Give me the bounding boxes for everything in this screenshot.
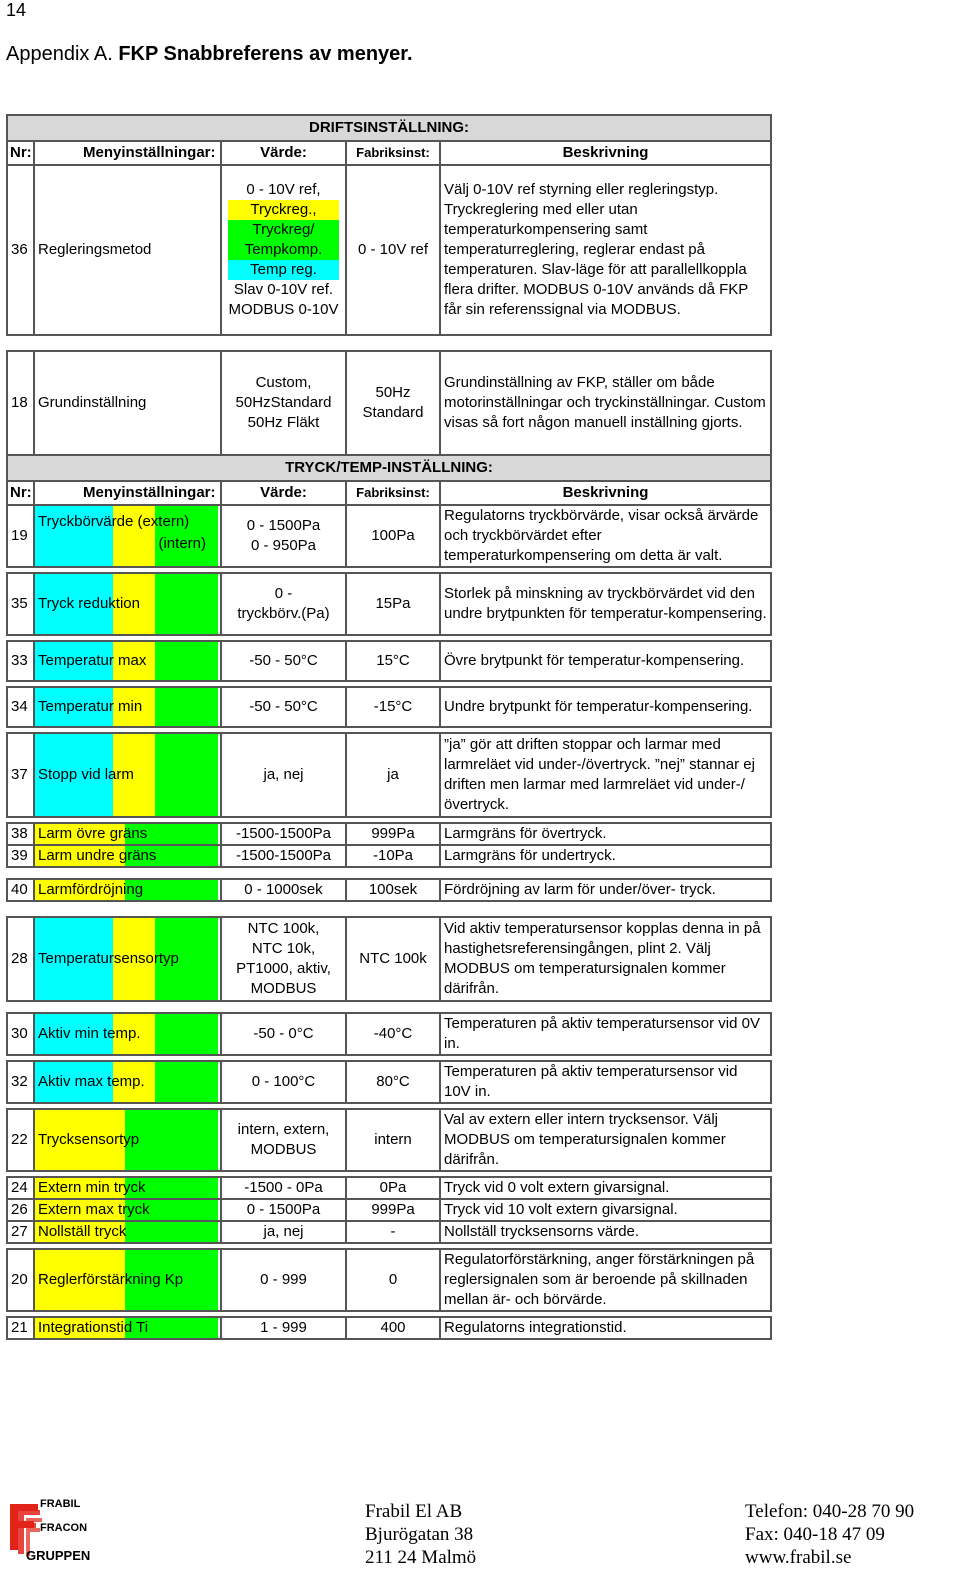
- table-row: [7, 1249, 771, 1311]
- value-line: 0 - 1500Pa: [246, 1201, 321, 1218]
- row-values: [221, 1317, 346, 1339]
- row-name: Trycksensortyp: [38, 1131, 140, 1148]
- color-band: [155, 734, 218, 816]
- row-gap: [7, 1001, 771, 1013]
- row-name-cell: [34, 917, 221, 1001]
- table-row: [7, 1061, 771, 1103]
- row-nr: 38: [7, 823, 34, 845]
- value-line: NTC 10k,: [251, 940, 316, 957]
- row-name-cell: [34, 1177, 221, 1199]
- row-desc: Temperaturen på aktiv temperatursensor vid 10V in.: [440, 1061, 771, 1103]
- value-option: Slav 0-10V ref.: [233, 281, 334, 298]
- col-value: Värde:: [221, 141, 346, 165]
- section-title: TRYCK/TEMP-INSTÄLLNING:: [7, 455, 771, 481]
- row-name: Temperatur min: [38, 698, 143, 715]
- value-line: intern, extern,: [237, 1121, 330, 1138]
- value-line: -50 - 50°C: [249, 698, 318, 715]
- color-band: [155, 1062, 218, 1102]
- table-row: [7, 1199, 771, 1221]
- row-name: Aktiv max temp.: [38, 1073, 145, 1090]
- row-desc: Regulatorns integrationstid.: [440, 1317, 771, 1339]
- value-line: 0 - 999: [260, 1271, 307, 1288]
- row-desc: Regulatorförstärkning, anger förstärkningen på reglersignalen som är beroende på skillnaden mellan är- och börvärde.: [440, 1249, 771, 1311]
- col-menu: Menyinställningar:: [34, 481, 221, 505]
- row-name-cell: [34, 1013, 221, 1055]
- value-line: 0 - 100°C: [251, 1073, 316, 1090]
- row-values: [221, 573, 346, 635]
- value-line: -1500 - 0Pa: [244, 1179, 323, 1196]
- row-desc: Temperaturen på aktiv temperatursensor vid 0V in.: [440, 1013, 771, 1055]
- row-desc: Storlek på minskning av tryckbörvärdet vid den undre brytpunkten för temperatur-kompensering.: [440, 573, 771, 635]
- row-desc: Tryck vid 10 volt extern givarsignal.: [440, 1199, 771, 1221]
- value-line: -50 - 0°C: [253, 1025, 314, 1042]
- color-band: [155, 574, 218, 634]
- row-values: [221, 1249, 346, 1311]
- value-line: MODBUS: [250, 1141, 317, 1158]
- section-title: DRIFTSINSTÄLLNING:: [7, 115, 771, 141]
- value-line: -50 - 50°C: [249, 652, 318, 669]
- row-values: [221, 351, 346, 455]
- value-line: NTC 100k,: [247, 920, 320, 937]
- logo-line: GRUPPEN: [26, 1548, 91, 1563]
- table-row: [7, 917, 771, 1001]
- col-menu: Menyinställningar:: [34, 141, 221, 165]
- row-name: Larm undre gräns: [38, 847, 157, 864]
- row-nr: 20: [7, 1249, 34, 1311]
- company-name: Frabil El AB: [365, 1501, 463, 1522]
- row-factory: 0Pa: [346, 1177, 440, 1199]
- row-desc: Grundinställning av FKP, ställer om både motorinställningar och tryckinställningar. Custom visas så fort någon manuell inställning gjorts.: [440, 351, 771, 455]
- row-name: Grundinställning: [34, 351, 221, 455]
- logo-line: FRABIL: [40, 1498, 81, 1510]
- company-phone: Telefon: 040-28 70 90: [745, 1501, 915, 1522]
- value-option: 0 - 10V ref,: [246, 181, 321, 198]
- row-values: [221, 641, 346, 681]
- row-factory: -10Pa: [346, 845, 440, 867]
- row-desc: Larmgräns för undertryck.: [440, 845, 771, 867]
- heading-prefix: Appendix A.: [6, 43, 119, 65]
- row-factory: 999Pa: [346, 1199, 440, 1221]
- value-line: 1 - 999: [260, 1319, 307, 1336]
- row-nr: 33: [7, 641, 34, 681]
- row-name: Extern min tryck: [38, 1179, 146, 1196]
- frabil-logo: [6, 1496, 116, 1586]
- value-option: Tempkomp.: [228, 240, 339, 260]
- value-line: ja, nej: [263, 766, 304, 783]
- row-values: [221, 1013, 346, 1055]
- row-factory: 80°C: [346, 1061, 440, 1103]
- row-name: Tryck reduktion: [38, 595, 140, 612]
- value-option: 50Hz Fläkt: [247, 414, 320, 431]
- row-desc: Regulatorns tryckbörvärde, visar också ärvärde och tryckbörvärdet efter temperaturkompensering om detta är valt.: [440, 505, 771, 567]
- row-gap: [7, 867, 771, 879]
- row-name-cell: [34, 879, 221, 901]
- table-row: [7, 823, 771, 845]
- table-row: [7, 1177, 771, 1199]
- row-name: Tryckbörvärde (extern): [38, 513, 190, 530]
- row-values: [221, 165, 346, 335]
- row-name: Larmfördröjning: [38, 881, 144, 898]
- row-values: [221, 733, 346, 817]
- row-factory: 0: [346, 1249, 440, 1311]
- row-name-cell: [34, 1199, 221, 1221]
- row-name: Nollställ tryck: [38, 1223, 127, 1240]
- row-name-cell: [34, 687, 221, 727]
- value-option: Custom,: [255, 374, 312, 391]
- color-band: [155, 642, 218, 680]
- company-contact: [745, 1500, 914, 1569]
- pressure-temp-table: [6, 454, 772, 1340]
- row-nr: 39: [7, 845, 34, 867]
- row-name: Stopp vid larm: [38, 766, 134, 783]
- row-factory: 15°C: [346, 641, 440, 681]
- row-nr: 28: [7, 917, 34, 1001]
- row-desc: Välj 0-10V ref styrning eller regleringstyp. Tryckreglering med eller utan temperaturkompensering samt temperaturreglering, reglerar endast på temperaturen. Slav-läge för att parallellkoppla flera drifter. MODBUS 0-10V används då FKP får sin referenssignal via MODBUS.: [440, 165, 771, 335]
- row-factory: 0 - 10V ref: [346, 165, 440, 335]
- table-row: [7, 641, 771, 681]
- row-name: Larm övre gräns: [38, 825, 148, 842]
- value-line: ja, nej: [263, 1223, 304, 1240]
- row-name-cell: [34, 1109, 221, 1171]
- row-nr: 24: [7, 1177, 34, 1199]
- table-row: [7, 1221, 771, 1243]
- row-desc: Undre brytpunkt för temperatur-kompensering.: [440, 687, 771, 727]
- company-address: [365, 1500, 476, 1569]
- col-value: Värde:: [221, 481, 346, 505]
- row-nr: 40: [7, 879, 34, 901]
- col-desc: Beskrivning: [440, 141, 771, 165]
- value-option: 50HzStandard: [235, 394, 332, 411]
- row-name-cell: [34, 733, 221, 817]
- row-nr: 19: [7, 505, 34, 567]
- row-name-cell: [34, 573, 221, 635]
- row-factory: [346, 351, 440, 455]
- col-factory: Fabriksinst:: [346, 481, 440, 505]
- value-line: tryckbörv.(Pa): [237, 605, 330, 622]
- row-factory: 15Pa: [346, 573, 440, 635]
- logo-line: FRACON: [40, 1522, 88, 1534]
- table-row: [7, 845, 771, 867]
- row-name: Extern max tryck: [38, 1201, 150, 1218]
- factory-line: Standard: [362, 404, 424, 421]
- row-factory: 100Pa: [346, 505, 440, 567]
- row-values: [221, 1109, 346, 1171]
- value-option: Tryckreg/: [228, 220, 339, 240]
- row-nr: 37: [7, 733, 34, 817]
- table-row: [7, 879, 771, 901]
- row-values: [221, 845, 346, 867]
- value-line: 0 - 950Pa: [250, 537, 317, 554]
- company-street: Bjurögatan 38: [365, 1524, 474, 1545]
- color-band: [155, 688, 218, 726]
- row-values: [221, 823, 346, 845]
- table-row: [7, 351, 771, 455]
- col-desc: Beskrivning: [440, 481, 771, 505]
- row-values: [221, 917, 346, 1001]
- drift-settings-table: [6, 114, 772, 456]
- row-name-cell: [34, 641, 221, 681]
- row-name-cell: [34, 823, 221, 845]
- row-factory: -15°C: [346, 687, 440, 727]
- table-row: [7, 1109, 771, 1171]
- row-name-cell: [34, 1317, 221, 1339]
- row-factory: -40°C: [346, 1013, 440, 1055]
- row-factory: 999Pa: [346, 823, 440, 845]
- row-name: Regleringsmetod: [34, 165, 221, 335]
- row-desc: Övre brytpunkt för temperatur-kompensering.: [440, 641, 771, 681]
- row-factory: 100sek: [346, 879, 440, 901]
- row-nr: 26: [7, 1199, 34, 1221]
- row-values: [221, 1061, 346, 1103]
- row-factory: -: [346, 1221, 440, 1243]
- value-option: Temp reg.: [228, 260, 339, 280]
- value-line: -1500-1500Pa: [235, 825, 332, 842]
- value-line: 0 - 1000sek: [244, 881, 323, 898]
- factory-line: 50Hz: [375, 384, 411, 401]
- color-band: [125, 1222, 218, 1242]
- table-row: [7, 573, 771, 635]
- row-desc: Larmgräns för övertryck.: [440, 823, 771, 845]
- row-desc: Tryck vid 0 volt extern givarsignal.: [440, 1177, 771, 1199]
- row-name: Reglerförstärkning Kp: [38, 1271, 184, 1288]
- row-name: Integrationstid Ti: [38, 1319, 149, 1336]
- table-row: [7, 1013, 771, 1055]
- row-nr: 21: [7, 1317, 34, 1339]
- row-name: Temperatur max: [38, 652, 147, 669]
- row-nr: 30: [7, 1013, 34, 1055]
- row-nr: 34: [7, 687, 34, 727]
- company-fax: Fax: 040-18 47 09: [745, 1524, 885, 1545]
- row-name-cell: [34, 1249, 221, 1311]
- row-name-cell: [34, 505, 221, 567]
- row-nr: 32: [7, 1061, 34, 1103]
- row-desc: ”ja” gör att driften stoppar och larmar med larmreläet vid under-/övertryck. ”nej” stannar ej driften men larmar med larmreläet vid under-/övertryck.: [440, 733, 771, 817]
- value-line: -1500-1500Pa: [235, 847, 332, 864]
- value-line: PT1000, aktiv,: [236, 960, 331, 977]
- heading-title: FKP Snabbreferens av menyer.: [118, 43, 413, 65]
- company-city: 211 24 Malmö: [365, 1547, 477, 1568]
- col-nr: Nr:: [7, 481, 34, 505]
- value-line: 0 -: [274, 585, 293, 602]
- row-nr: 22: [7, 1109, 34, 1171]
- row-values: [221, 687, 346, 727]
- table-row: [7, 1317, 771, 1339]
- company-web[interactable]: www.frabil.se: [745, 1547, 852, 1568]
- page-number: 14: [6, 0, 27, 20]
- row-name-cell: [34, 1061, 221, 1103]
- row-values: [221, 879, 346, 901]
- row-desc: Nollställ trycksensorns värde.: [440, 1221, 771, 1243]
- row-factory: ja: [346, 733, 440, 817]
- row-factory: 400: [346, 1317, 440, 1339]
- table-row: [7, 687, 771, 727]
- row-name: Aktiv min temp.: [38, 1025, 141, 1042]
- row-desc: Vid aktiv temperatursensor kopplas denna in på hastighetsreferensingången, plint 2. Välj MODBUS om temperatursignalen kommer därifrån.: [440, 917, 771, 1001]
- value-option: Tryckreg.,: [228, 200, 339, 220]
- row-nr: 35: [7, 573, 34, 635]
- table-row: [7, 733, 771, 817]
- value-line: MODBUS: [250, 980, 317, 997]
- row-values: [221, 1199, 346, 1221]
- row-factory: NTC 100k: [346, 917, 440, 1001]
- row-gap: [7, 901, 771, 917]
- row-desc: Val av extern eller intern trycksensor. Välj MODBUS om temperatursignalen kommer därifrån.: [440, 1109, 771, 1171]
- color-band: [155, 1014, 218, 1054]
- col-nr: Nr:: [7, 141, 34, 165]
- row-nr: 27: [7, 1221, 34, 1243]
- value-line: 0 - 1500Pa: [246, 517, 321, 534]
- table-row: [7, 505, 771, 567]
- row-values: [221, 1221, 346, 1243]
- row-factory: intern: [346, 1109, 440, 1171]
- row-name: Temperatursensortyp: [38, 950, 179, 967]
- row-values: [221, 1177, 346, 1199]
- row-nr: 36: [7, 165, 34, 335]
- col-factory: Fabriksinst:: [346, 141, 440, 165]
- row-name-secondary: (intern): [158, 535, 206, 552]
- row-desc: Fördröjning av larm för under/över- tryck.: [440, 879, 771, 901]
- page-heading: [6, 43, 413, 66]
- value-option: MODBUS 0-10V: [228, 301, 339, 318]
- table-row: [7, 165, 771, 335]
- row-nr: 18: [7, 351, 34, 455]
- row-name-cell: [34, 1221, 221, 1243]
- row-values: [221, 505, 346, 567]
- row-name-cell: [34, 845, 221, 867]
